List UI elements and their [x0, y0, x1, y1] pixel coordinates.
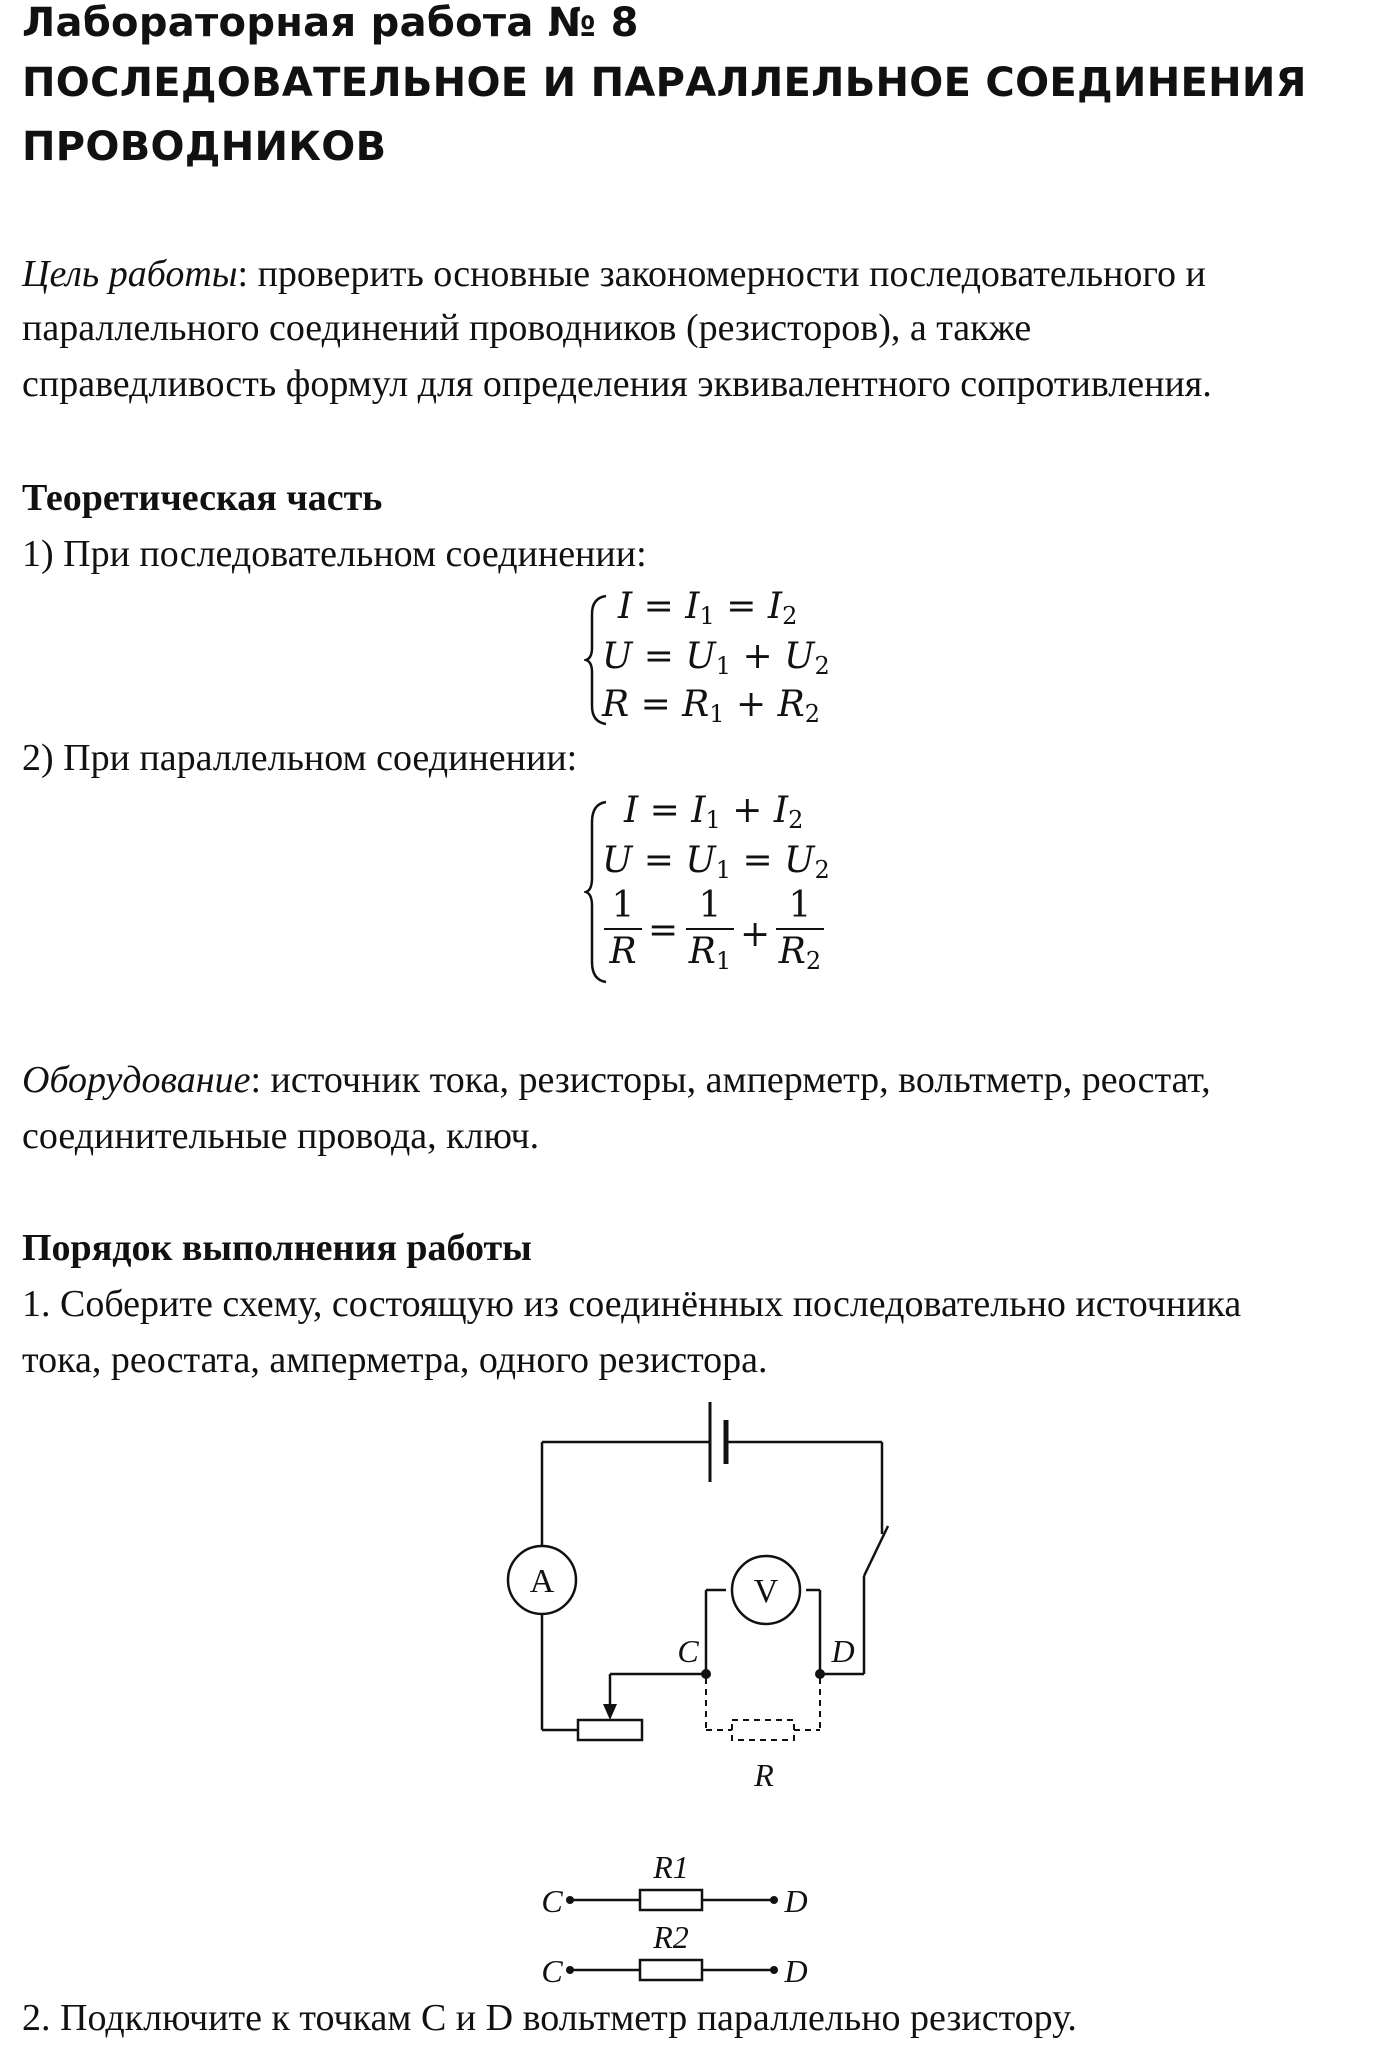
procedure-step2: 2. Подключите к точкам С и D вольтметр параллельно резистору.: [22, 1997, 1077, 2039]
r1-d-label: D: [784, 1883, 808, 1919]
r2-d-label: D: [784, 1953, 808, 1989]
parallel-formula-current: $I = I_1 + I_2$: [624, 790, 804, 834]
series-formula-voltage: $U = U_1 + U_2$: [602, 636, 830, 680]
theory-heading: Теоретическая часть: [22, 477, 383, 519]
resistor-r1: [640, 1890, 702, 1910]
rheostat: [578, 1720, 642, 1740]
resistor-r-label: R: [754, 1757, 774, 1793]
r2-c-label: C: [541, 1953, 563, 1989]
equipment-line2: соединительные провода, ключ.: [22, 1115, 540, 1157]
equipment-label: Оборудование: [22, 1059, 251, 1101]
goal-line1: [22, 252, 1206, 296]
resistor-r2-line: [541, 1919, 807, 1989]
goal-text-1: : проверить основные закономерности последовательного и: [237, 253, 1206, 295]
rheostat-slider-arrow: [603, 1704, 617, 1720]
r2-label: R2: [653, 1919, 689, 1955]
equipment-text-1: : источник тока, резисторы, амперметр, вольтметр, реостат,: [250, 1059, 1211, 1101]
parallel-fraction-r1: 1 $R_1$: [686, 886, 734, 972]
series-formula-resistance: $R = R_1 + R_2$: [602, 684, 821, 728]
goal-line2: параллельного соединений проводников (резисторов), а также: [22, 307, 1032, 349]
procedure-step1-line1: 1. Соберите схему, состоящую из соединённых последовательно источника: [22, 1283, 1242, 1325]
parallel-formula-voltage: $U = U_1 = U_2$: [602, 840, 830, 884]
point-c-label: C: [677, 1633, 699, 1669]
parallel-fraction-total: 1 R: [604, 886, 642, 972]
goal-label: Цель работы: [22, 253, 238, 295]
series-label: 1) При последовательном соединении:: [22, 533, 647, 575]
parallel-label: 2) При параллельном соединении:: [22, 737, 578, 779]
equals-sign: =: [648, 910, 679, 951]
resistor-r2: [640, 1960, 702, 1980]
parallel-fraction-r2: 1 $R_2$: [776, 886, 824, 972]
point-d-label: D: [831, 1633, 855, 1669]
r1-c-label: C: [541, 1883, 563, 1919]
procedure-heading: Порядок выполнения работы: [22, 1227, 532, 1269]
equipment-line1: [22, 1058, 1211, 1102]
topic-title-line2: ПРОВОДНИКОВ: [22, 124, 387, 170]
junction-c: [701, 1669, 711, 1679]
junction-d: [815, 1669, 825, 1679]
topic-title-line1: ПОСЛЕДОВАТЕЛЬНОЕ И ПАРАЛЛЕЛЬНОЕ СОЕДИНЕНИЯ: [22, 60, 1307, 106]
resistor-r1-line: [541, 1849, 807, 1919]
voltmeter-label: V: [753, 1573, 779, 1610]
lab-title: Лабораторная работа № 8: [22, 0, 639, 46]
procedure-step1-line2: тока, реостата, амперметра, одного резистора.: [22, 1339, 768, 1381]
circuit-diagram: [470, 1394, 940, 2004]
resistor-placeholder: [706, 1678, 820, 1740]
r1-label: R1: [653, 1849, 689, 1885]
ammeter-label: A: [529, 1563, 555, 1600]
series-formula-current: $I = I_1 = I_2$: [618, 586, 798, 630]
plus-sign: +: [740, 914, 771, 955]
goal-line3: справедливость формул для определения эквивалентного сопротивления.: [22, 363, 1212, 405]
